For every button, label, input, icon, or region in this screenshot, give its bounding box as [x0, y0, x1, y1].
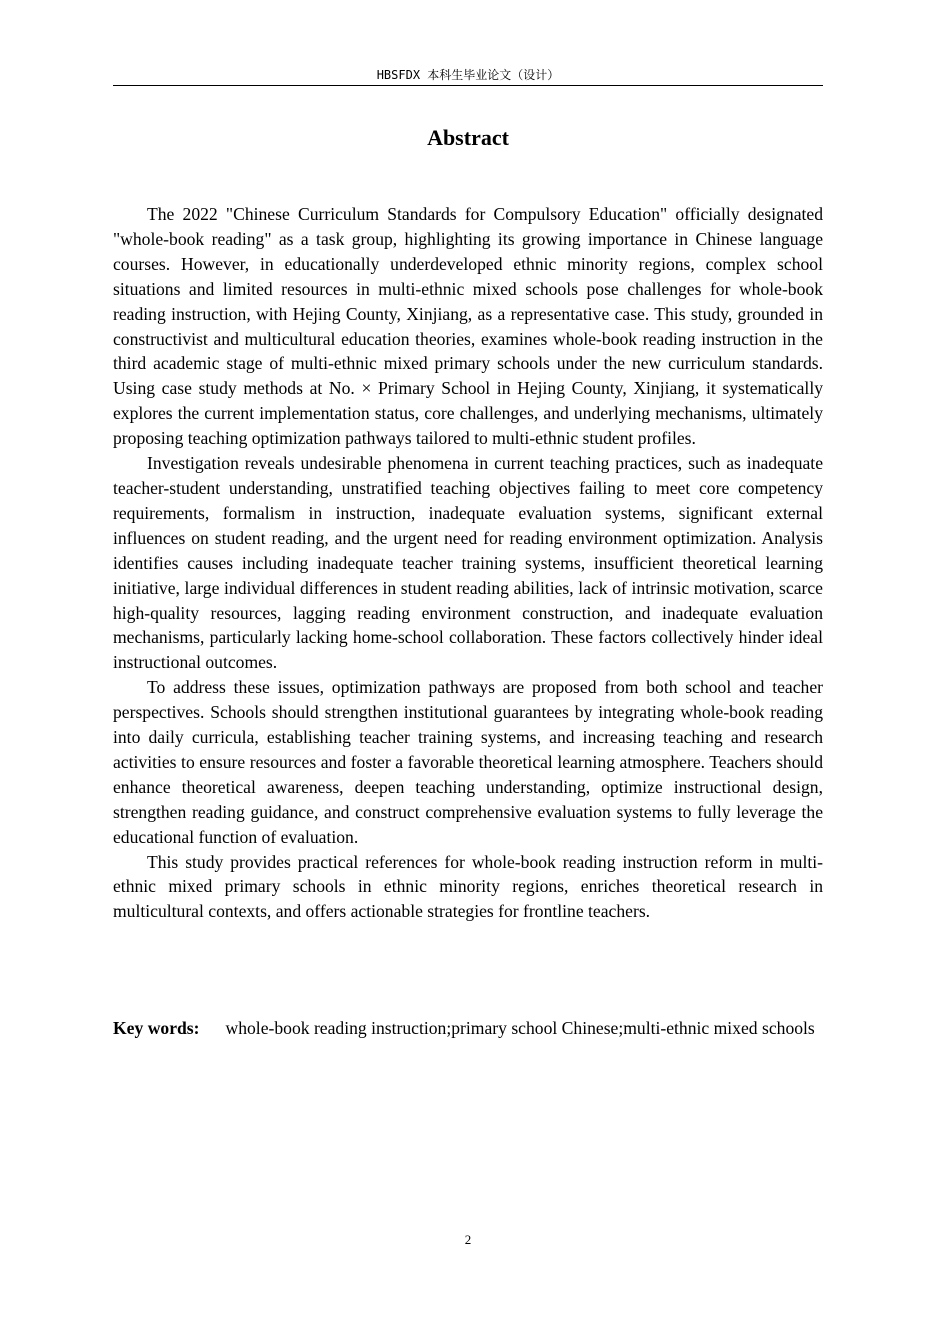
page-number: 2 — [464, 1232, 472, 1247]
abstract-paragraph-1: The 2022 "Chinese Curriculum Standards for Compulsory Education" officially designated "whole-book reading" as a task group, highlighting its growing importance in Chinese language courses. However, in educationally underdeveloped ethnic minority regions, complex school situations and limited resources in multi-ethnic mixed schools pose challenges for whole-book reading instruction, with Hejing County, Xinjiang, as a representative case. This study, grounded in constructivist and multicultural education theories, examines whole-book reading instruction in the third academic stage of multi-ethnic mixed primary schools under the new curriculum standards. Using case study methods at No. × Primary School in Hejing County, Xinjiang, it systematically explores the current implementation status, core challenges, and underlying mechanisms, ultimately proposing teaching optimization pathways tailored to multi-ethnic student profiles. — [113, 204, 823, 449]
abstract-paragraph-3: To address these issues, optimization pathways are proposed from both school and teacher perspectives. Schools should strengthen institutional guarantees by integrating whole-book reading into daily curricula, establishing teacher training systems, and increasing teaching and research activities to ensure resources and foster a favorable theoretical learning atmosphere. Teachers should enhance theoretical awareness, deepen teaching understanding, optimize instructional design, strengthen reading guidance, and construct comprehensive evaluation systems to fully leverage the educational function of evaluation. — [113, 677, 823, 847]
keywords-text: whole-book reading instruction;primary school Chinese;multi-ethnic mixed schools — [225, 1018, 815, 1038]
abstract-paragraph-2: Investigation reveals undesirable phenomena in current teaching practices, such as inadequate teacher-student understanding, unstratified teaching objectives failing to meet core competency requirements, formalism in instruction, inadequate evaluation systems, significant external influences on student reading, and the urgent need for reading environment optimization. Analysis identifies causes including inadequate teacher training systems, insufficient theoretical learning initiative, large individual differences in student reading abilities, lack of intrinsic motivation, scarce high-quality resources, lagging reading environment construction, and inadequate evaluation mechanisms, particularly lacking home-school collaboration. These factors collectively hinder ideal instructional outcomes. — [113, 453, 823, 673]
running-header: HBSFDX 本科生毕业论文（设计） — [376, 68, 560, 82]
header-divider — [113, 85, 823, 86]
abstract-body — [113, 202, 823, 924]
abstract-paragraph-4: This study provides practical references for whole-book reading instruction reform in multi-ethnic mixed primary schools in ethnic minority regions, enriches theoretical research in multicultural contexts, and offers actionable strategies for frontline teachers. — [113, 851, 823, 922]
abstract-title: Abstract — [427, 125, 509, 150]
keywords-label: Key words: — [113, 1018, 200, 1038]
keywords-section — [113, 1011, 823, 1046]
